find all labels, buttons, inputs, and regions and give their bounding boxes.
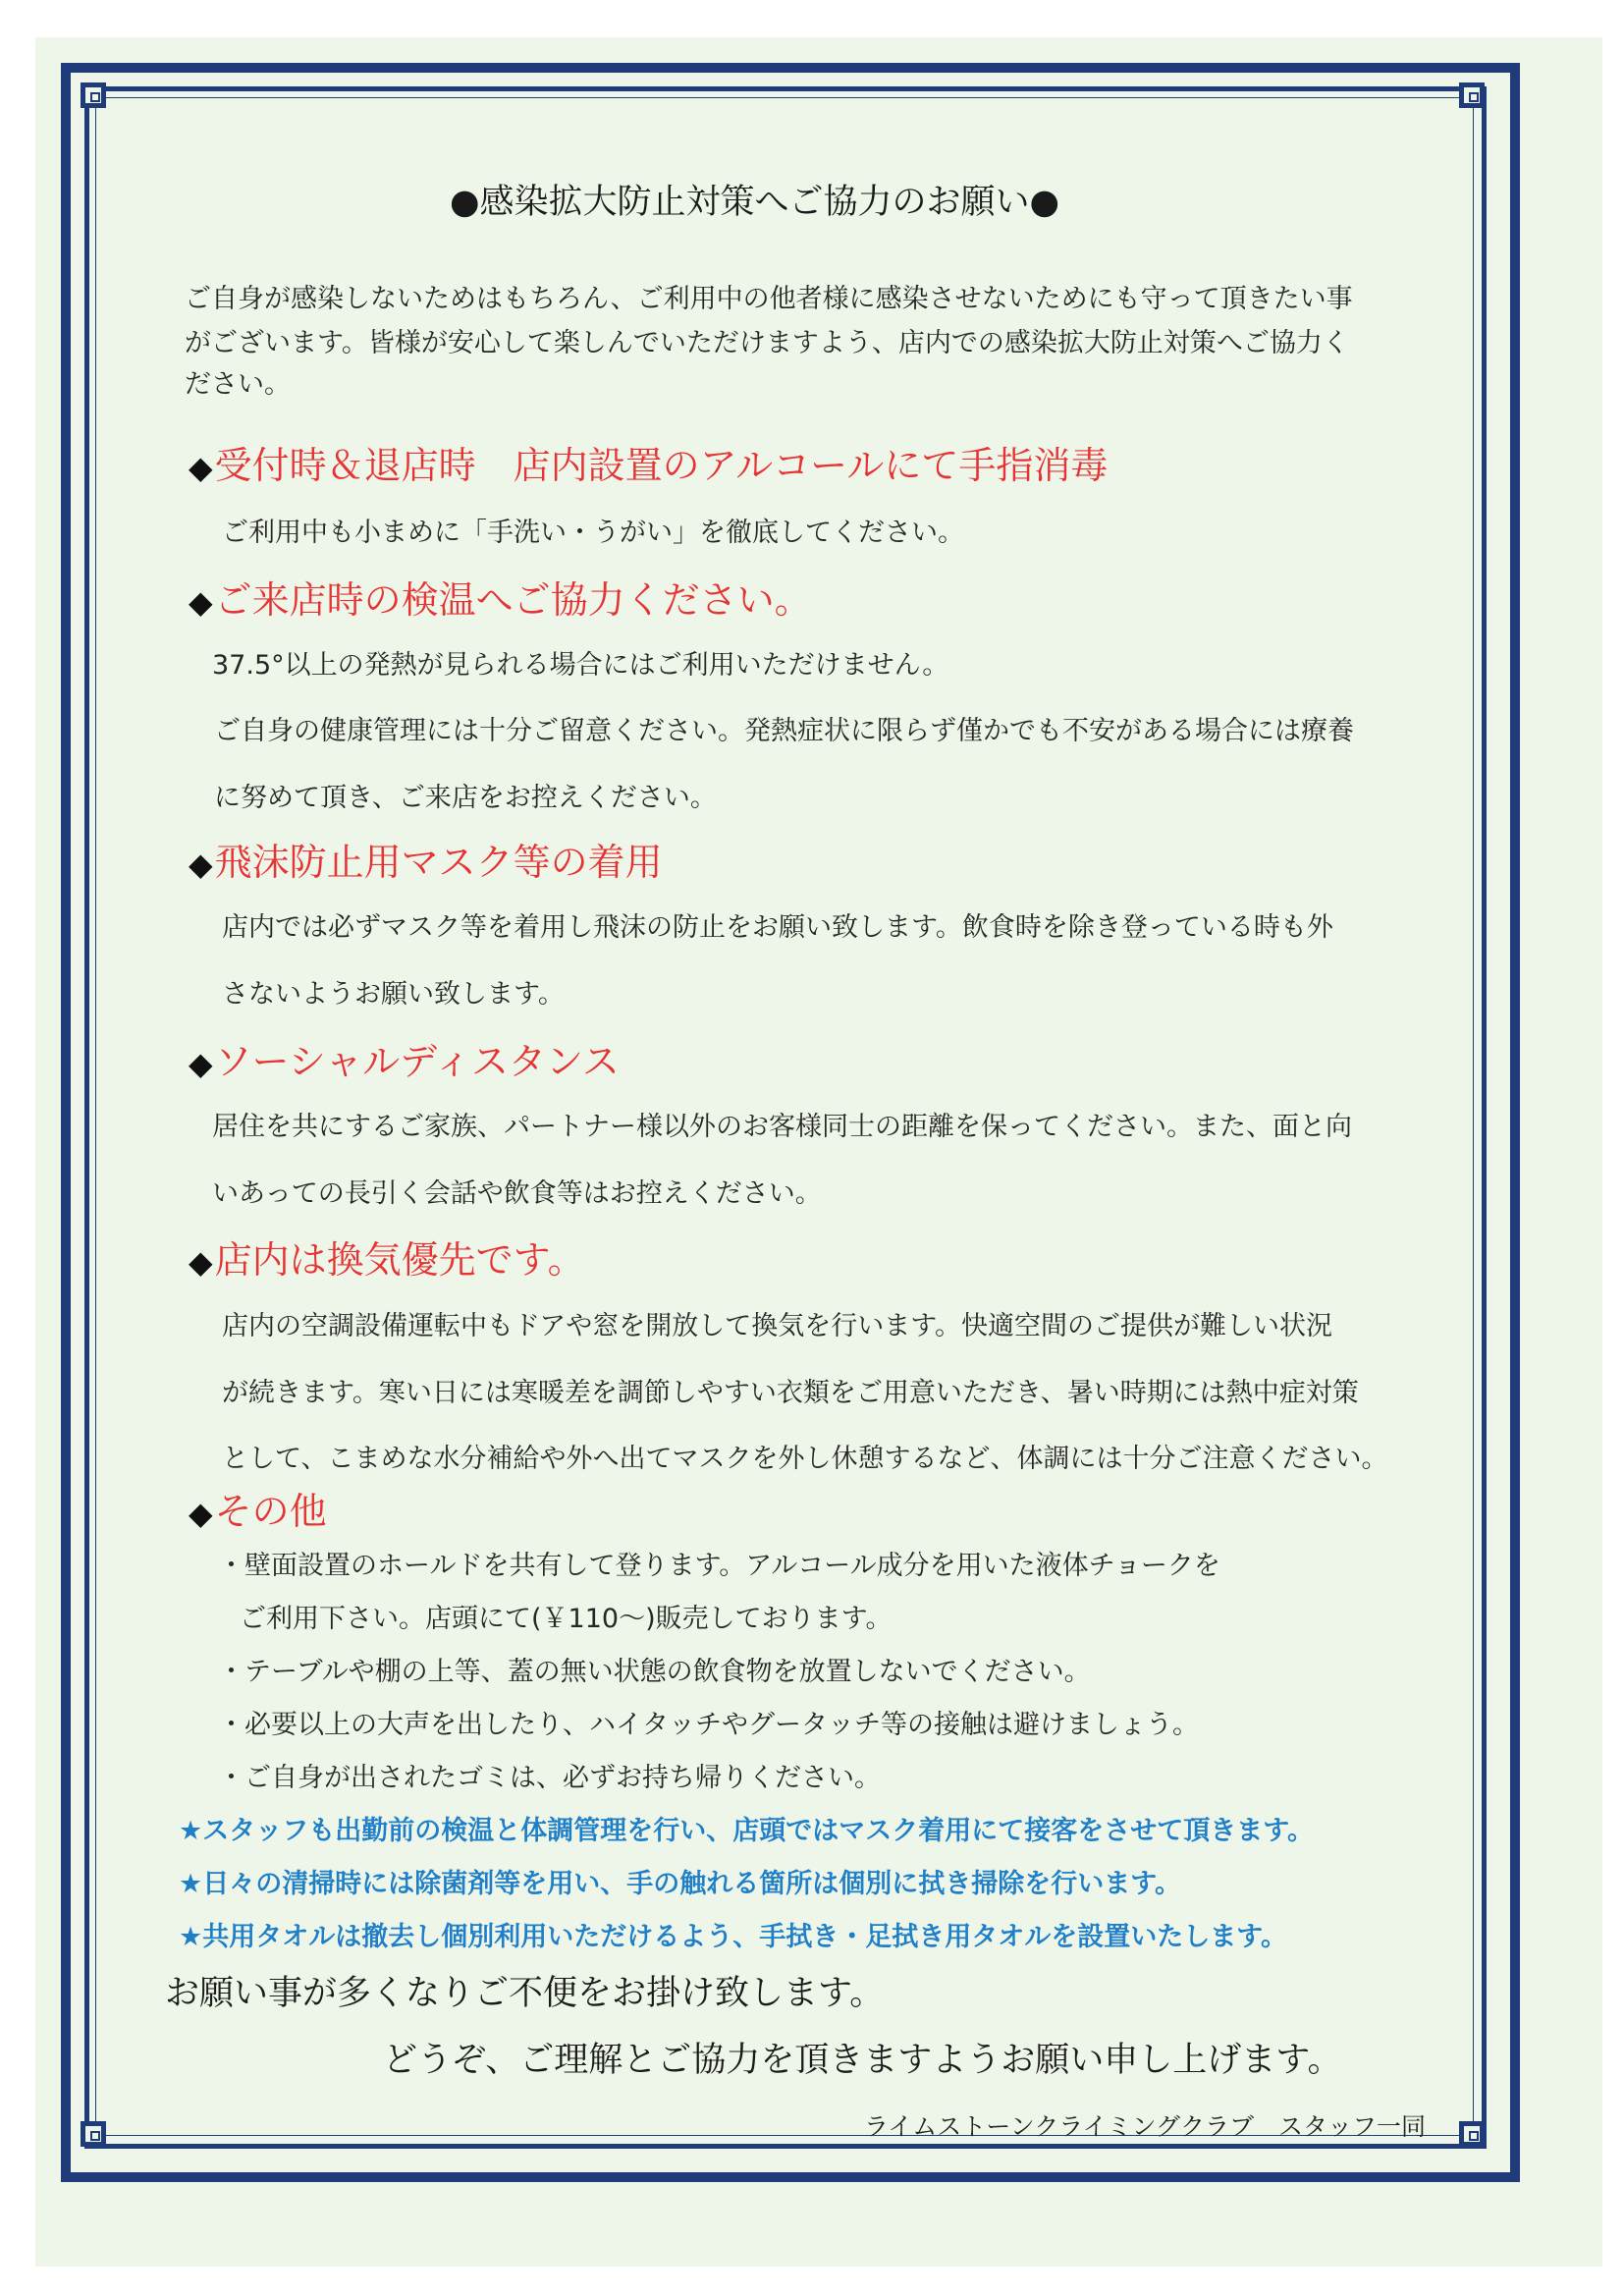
section-line: ご利用中も小まめに「手洗い・うがい」を徹底してください。 [222, 518, 964, 548]
section-heading [189, 1230, 585, 1284]
diamond-bullet-icon: ◆ [189, 846, 213, 883]
section-line: が続きます。寒い日には寒暖差を調節しやすい衣類をご用意いただき、暑い時期には熱中症対策 [222, 1378, 1359, 1408]
signature: ライムストーンクライミングクラブ スタッフ一同 [864, 2112, 1427, 2141]
section-heading-text: 受付時＆退店時 店内設置のアルコールにて手指消毒 [214, 444, 1109, 487]
section-heading-text: 飛沫防止用マスク等の着用 [214, 841, 663, 884]
bullet-line: ・必要以上の大声を出したり、ハイタッチやグータッチ等の接触は避けましょう。 [218, 1710, 1199, 1740]
diamond-bullet-icon: ◆ [189, 1045, 213, 1082]
section-line: として、こまめな水分補給や外へ出てマスクを外し休憩するなど、体調には十分ご注意ください。 [222, 1444, 1388, 1474]
frame-corner-ornament-br [1459, 2121, 1485, 2147]
staff-notice: ★共用タオルは撤去し個別利用いただけるよう、手拭き・足拭き用タオルを設置いたします。 [179, 1922, 1288, 1952]
section-heading [189, 435, 1108, 489]
section-heading [189, 1481, 327, 1535]
intro-line: がございます。皆様が安心して楽しんでいただけますよう、店内での感染拡大防止対策へご協力く [185, 328, 1349, 358]
section-heading-text: 店内は換気優先です。 [214, 1238, 585, 1282]
section-line: 居住を共にするご家族、パートナー様以外のお客様同士の距離を保ってください。また、面と向 [212, 1112, 1352, 1142]
bullet-line: ・テーブルや棚の上等、蓋の無い状態の飲食物を放置しないでください。 [218, 1657, 1091, 1687]
section-line: いあっての長引く会話や飲食等はお控えください。 [212, 1178, 822, 1209]
bullet-line: ・ご自身が出されたゴミは、必ずお持ち帰りください。 [218, 1763, 881, 1793]
frame-corner-ornament-bl [81, 2121, 106, 2147]
bullet-line: ご利用下さい。店頭にて(￥110〜)販売しております。 [240, 1604, 893, 1634]
section-line: 店内では必ずマスク等を着用し飛沫の防止をお願い致します。飲食時を除き登っている時も外 [222, 912, 1333, 943]
closing-line: どうぞ、ご理解とご協力を頂きますようお願い申し上げます。 [383, 2041, 1342, 2080]
page-title: ●感染拡大防止対策へご協力のお願い● [450, 183, 1060, 222]
staff-notice: ★日々の清掃時には除菌剤等を用い、手の触れる箇所は個別に拭き掃除を行います。 [179, 1869, 1182, 1899]
section-line: さないようお願い致します。 [222, 979, 565, 1010]
intro-line: ご自身が感染しないためはもちろん、ご利用中の他者様に感染させないためにも守って頂きたい事 [185, 284, 1353, 314]
section-heading-text: ソーシャルディスタンス [214, 1040, 620, 1083]
section-line: 店内の空調設備運転中もドアや窓を開放して換気を行います。快適空間のご提供が難しい状況 [222, 1311, 1333, 1341]
intro-line: ださい。 [185, 369, 291, 400]
section-line: 37.5°以上の発熱が見られる場合にはご利用いただけません。 [212, 650, 949, 681]
section-heading [189, 570, 812, 624]
section-heading [189, 1031, 620, 1085]
diamond-bullet-icon: ◆ [189, 1495, 213, 1532]
diamond-bullet-icon: ◆ [189, 449, 213, 486]
frame-corner-ornament-tr [1459, 82, 1485, 108]
diamond-bullet-icon: ◆ [189, 583, 213, 621]
frame-corner-ornament-tl [81, 82, 106, 108]
section-line: ご自身の健康管理には十分ご留意ください。発熱症状に限らず僅かでも不安がある場合には療養 [214, 716, 1354, 746]
section-line: に努めて頂き、ご来店をお控えください。 [214, 783, 717, 813]
section-heading [189, 832, 663, 886]
bullet-line: ・壁面設置のホールドを共有して登ります。アルコール成分を用いた液体チョークを [218, 1551, 1220, 1581]
closing-line: お願い事が多くなりご不便をお掛け致します。 [165, 1974, 885, 2013]
diamond-bullet-icon: ◆ [189, 1243, 213, 1281]
section-heading-text: ご来店時の検温へご協力ください。 [214, 578, 812, 622]
section-heading-text: その他 [214, 1490, 327, 1533]
staff-notice: ★スタッフも出勤前の検温と体調管理を行い、店頭ではマスク着用にて接客をさせて頂きます。 [179, 1816, 1315, 1846]
